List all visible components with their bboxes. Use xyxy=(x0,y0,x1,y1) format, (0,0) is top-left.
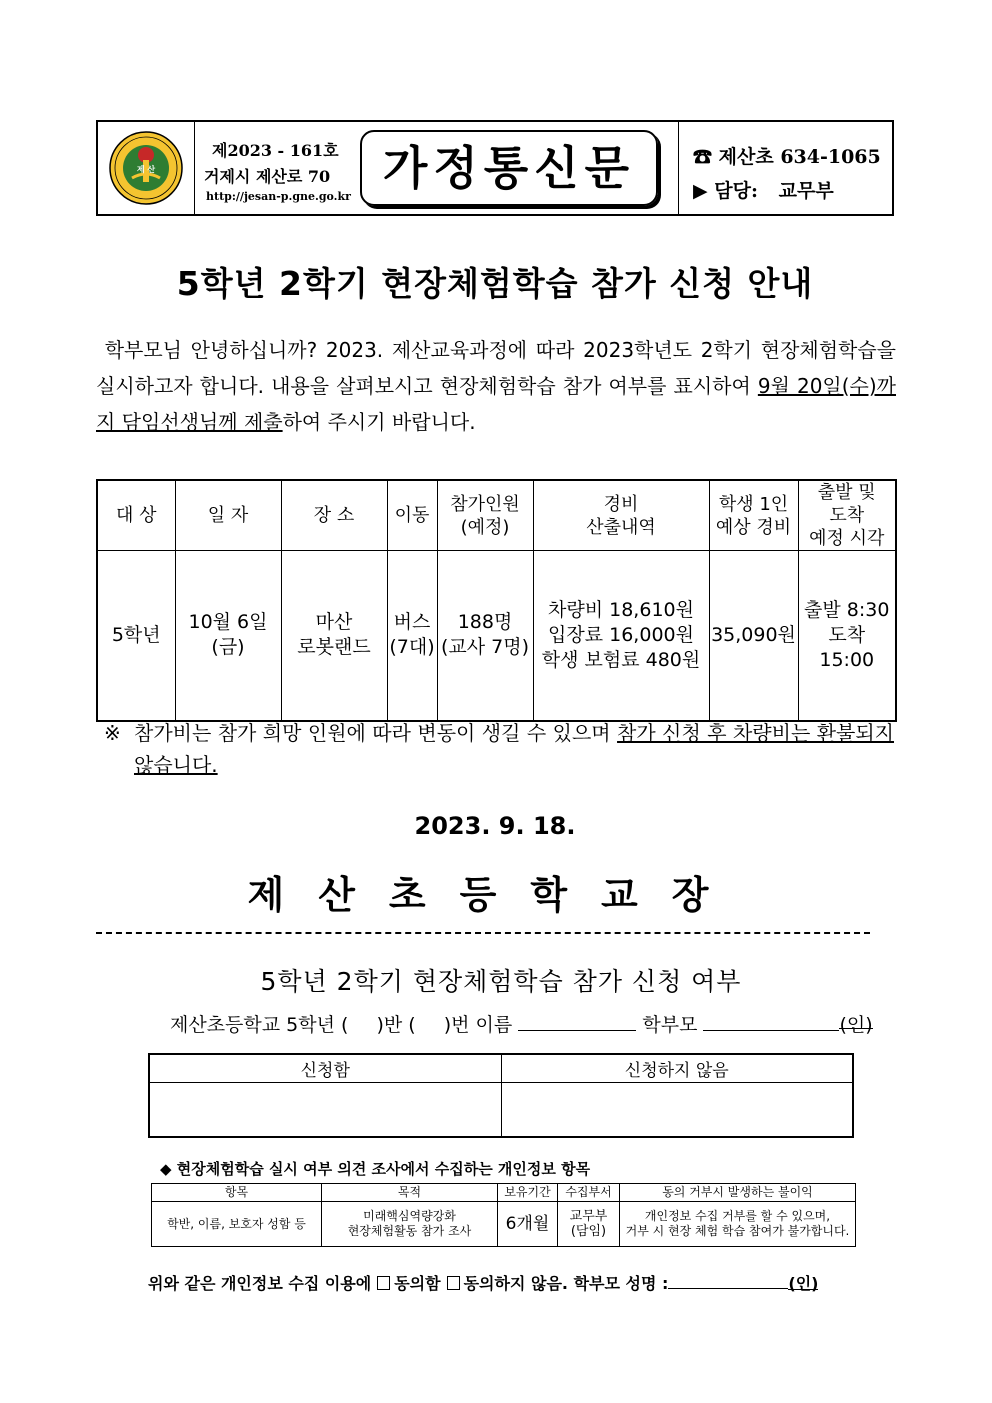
header-cell: 대 상 xyxy=(97,480,175,551)
principal-signature: 제산초등학교장 xyxy=(247,873,743,917)
note-refund: 참가 신청 후 차량비는 환불되지 않습니다. xyxy=(134,721,894,777)
intro-deadline: 9월 20일(수)까지 담임선생님께 제출 xyxy=(96,374,896,434)
logo-cell xyxy=(98,122,195,214)
privacy-cell: 개인정보 수집 거부를 할 수 있으며, 거부 시 현장 체험 학습 참여가 불가합니다. xyxy=(620,1202,856,1247)
note-text: 참가비는 참가 희망 인원에 따라 변동이 생길 수 있으며 xyxy=(134,721,618,745)
school-grade-label: 제산초등학교 5학년 ( xyxy=(170,1014,349,1036)
apply-box[interactable] xyxy=(149,1082,501,1137)
privacy-cell: 교무부 (담임) xyxy=(558,1202,620,1247)
table-cell: 35,090원 xyxy=(709,551,798,721)
privacy-row xyxy=(152,1202,856,1247)
privacy-cell: 미래핵심역량강화 현장체험활동 참가 조사 xyxy=(322,1202,498,1247)
header-cell: 참가인원 (예정) xyxy=(437,480,533,551)
privacy-title-text: 현장체험학습 실시 여부 의견 조사에서 수집하는 개인정보 항목 xyxy=(176,1160,591,1178)
privacy-table xyxy=(151,1183,856,1247)
header-cell: 장 소 xyxy=(281,480,387,551)
seal-label: (인) xyxy=(839,1010,872,1029)
header-cell: 이동 xyxy=(387,480,437,551)
title-cell xyxy=(360,130,660,208)
table-cell: 마산 로봇랜드 xyxy=(281,551,387,721)
note-mark: ※ xyxy=(104,721,121,745)
name-field[interactable] xyxy=(518,1012,636,1031)
not-apply-box[interactable] xyxy=(501,1082,853,1137)
privacy-header-cell: 목적 xyxy=(322,1184,498,1202)
manager-dept: 교무부 xyxy=(778,180,834,202)
intro-text-1: 학부모님 안녕하십니까? 2023. 제산교육과정에 따라 2023학년도 2학기 현장체험학습을 실시하고자 합니다. 내용을 살펴보시고 현장체험학습 참가 여부를 표시하여 xyxy=(96,338,896,398)
table-cell: 차량비 18,610원 입장료 16,000원 학생 보험료 480원 xyxy=(533,551,709,721)
diamond-icon: ◆ xyxy=(160,1160,172,1178)
school-address: 거제시 제산로 70 xyxy=(204,167,331,186)
not-apply-label: 신청하지 않음 xyxy=(501,1054,853,1082)
privacy-cell: 6개월 xyxy=(498,1202,558,1247)
contact-info xyxy=(678,122,897,214)
privacy-header-row xyxy=(152,1184,856,1202)
plan-table xyxy=(96,479,897,722)
parent-sign-field[interactable] xyxy=(668,1270,788,1289)
issue-number: 제2023 - 161호 xyxy=(212,141,339,160)
table-cell: 5학년 xyxy=(97,551,175,721)
privacy-header-cell: 동의 거부시 발생하는 불이익 xyxy=(620,1184,856,1202)
number-name-label: )번 이름 xyxy=(443,1014,513,1036)
school-logo xyxy=(98,122,194,214)
manager-label: 담당: xyxy=(714,180,758,202)
table-cell: 버스 (7대) xyxy=(387,551,437,721)
table-row xyxy=(97,551,896,721)
privacy-header-cell: 보유기간 xyxy=(498,1184,558,1202)
issue-date: 2023. 9. 18. xyxy=(414,812,576,840)
header-cell: 출발 및 도착 예정 시각 xyxy=(798,480,896,551)
privacy-header-cell: 항목 xyxy=(152,1184,322,1202)
apply-label: 신청함 xyxy=(149,1054,501,1082)
phone-number: 제산초 634-1065 xyxy=(718,146,881,168)
class-label: )반 ( xyxy=(376,1014,416,1036)
form-title: 5학년 2학기 현장체험학습 참가 신청 여부 xyxy=(260,967,742,996)
consent-prefix: 위와 같은 개인정보 수집 이용에 xyxy=(148,1274,372,1293)
arrow-icon: ▶ xyxy=(693,180,708,202)
letter-title: 가정통신문 xyxy=(382,141,636,195)
disagree-checkbox[interactable] xyxy=(447,1276,460,1290)
table-cell: 출발 8:30 도착 15:00 xyxy=(798,551,896,721)
manager-line xyxy=(693,176,834,203)
privacy-title xyxy=(160,1158,880,1179)
school-url[interactable]: http://jesan-p.gne.go.kr xyxy=(206,190,351,203)
sign-label: 학부모 성명 : xyxy=(573,1274,669,1293)
logo-text: 제 산 xyxy=(136,165,156,174)
consent-seal: (인) xyxy=(788,1271,818,1290)
table-cell: 10월 6일(금) xyxy=(175,551,281,721)
table-header-row xyxy=(97,480,896,551)
header-cell: 경비 산출내역 xyxy=(533,480,709,551)
agree-label: 동의함 xyxy=(394,1274,441,1293)
header-cell: 학생 1인 예상 경비 xyxy=(709,480,798,551)
parent-label: 학부모 xyxy=(642,1014,698,1036)
privacy-cell: 학반, 이름, 보호자 성함 등 xyxy=(152,1202,322,1247)
table-cell: 188명 (교사 7명) xyxy=(437,551,533,721)
letter-header xyxy=(96,120,894,216)
disagree-label: 동의하지 않음. xyxy=(463,1274,568,1293)
intro-paragraph xyxy=(96,332,896,440)
agree-checkbox[interactable] xyxy=(377,1276,390,1290)
cut-line xyxy=(96,932,870,934)
page-title: 5학년 2학기 현장체험학습 참가 신청 안내 xyxy=(176,264,814,303)
phone-line xyxy=(693,142,881,169)
choice-table xyxy=(148,1053,854,1138)
intro-text-2: 하여 주시기 바랍니다. xyxy=(282,410,476,434)
consent-line xyxy=(148,1270,878,1294)
header-cell: 일 자 xyxy=(175,480,281,551)
phone-icon: ☎ xyxy=(693,146,713,168)
privacy-header-cell: 수집부서 xyxy=(558,1184,620,1202)
parent-name-field[interactable] xyxy=(703,1012,839,1031)
student-info-line xyxy=(170,1010,896,1037)
